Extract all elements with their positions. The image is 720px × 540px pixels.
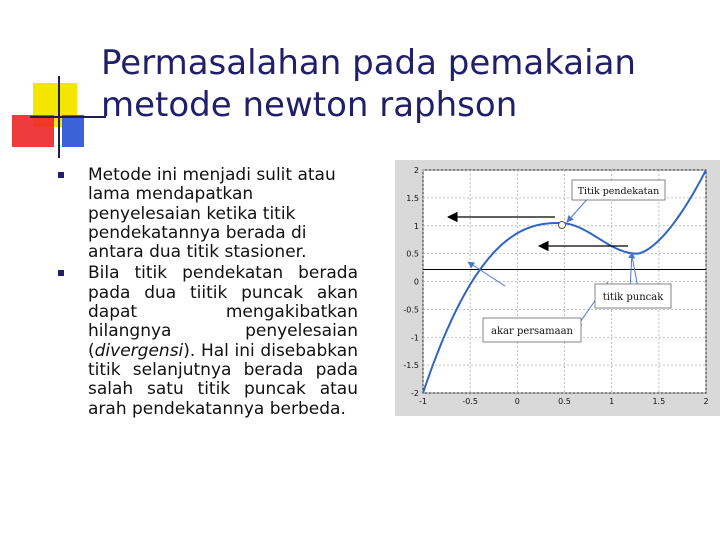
x-tick-label: 0 xyxy=(514,397,520,406)
x-tick-label: 1 xyxy=(609,397,615,406)
y-tick-label: -1.5 xyxy=(403,361,419,371)
decor-red-square xyxy=(12,115,54,147)
y-tick-label: -0.5 xyxy=(403,305,419,315)
annotation-box-root xyxy=(483,318,581,342)
annotation-label: Titik pendekatan xyxy=(577,186,660,197)
annotation-box-peak xyxy=(595,284,671,308)
slide-title: Permasalahan pada pemakaian metode newton raphson xyxy=(101,43,636,125)
bullet-text-italic: divergensi xyxy=(94,340,184,361)
bullet-text xyxy=(88,264,358,418)
y-tick-label: 2 xyxy=(413,166,419,175)
annotation-box-approximation xyxy=(572,180,665,200)
y-tick-label: 0 xyxy=(413,277,419,287)
bullet-item xyxy=(56,166,358,262)
approximation-point-marker xyxy=(559,222,566,229)
bullet-text-part: Bila titik pendekatan berada pada dua tiitik puncak akan dapat mengakibatkan hilangnya penyelesaian ( xyxy=(88,263,358,361)
bullet-text: Metode ini menjadi sulit atau lama mendapatkan penyelesaian ketika titik pendekatannya berada di antara dua titik stasioner. xyxy=(88,165,336,263)
bullet-list xyxy=(56,166,358,421)
y-tick-label: 1 xyxy=(413,221,419,231)
annotation-label: akar persamaan xyxy=(491,326,573,337)
bullet-square-icon xyxy=(58,172,64,178)
bullet-item xyxy=(56,264,358,418)
y-tick-label: 1.5 xyxy=(406,193,419,203)
bullet-square-icon xyxy=(58,270,64,276)
decor-horizontal-line xyxy=(30,116,106,118)
bullet-text-part: ). Hal ini disebabkan titik selanjutnya berada pada salah satu titik puncak atau arah pendekatannya berbeda. xyxy=(88,340,358,419)
x-tick-labels xyxy=(419,397,709,406)
newton-raphson-figure xyxy=(395,160,720,416)
y-tick-label: -1 xyxy=(411,333,419,343)
x-tick-label: 1.5 xyxy=(652,397,666,406)
decor-blue-square xyxy=(62,115,84,147)
x-tick-label: -0.5 xyxy=(462,397,478,406)
y-tick-label: -2 xyxy=(411,389,419,398)
annotation-label: titik puncak xyxy=(602,292,664,303)
x-tick-label: -1 xyxy=(419,397,427,406)
x-tick-label: 0.5 xyxy=(558,397,571,406)
x-tick-label: 2 xyxy=(703,397,709,406)
y-tick-label: 0.5 xyxy=(406,249,419,259)
